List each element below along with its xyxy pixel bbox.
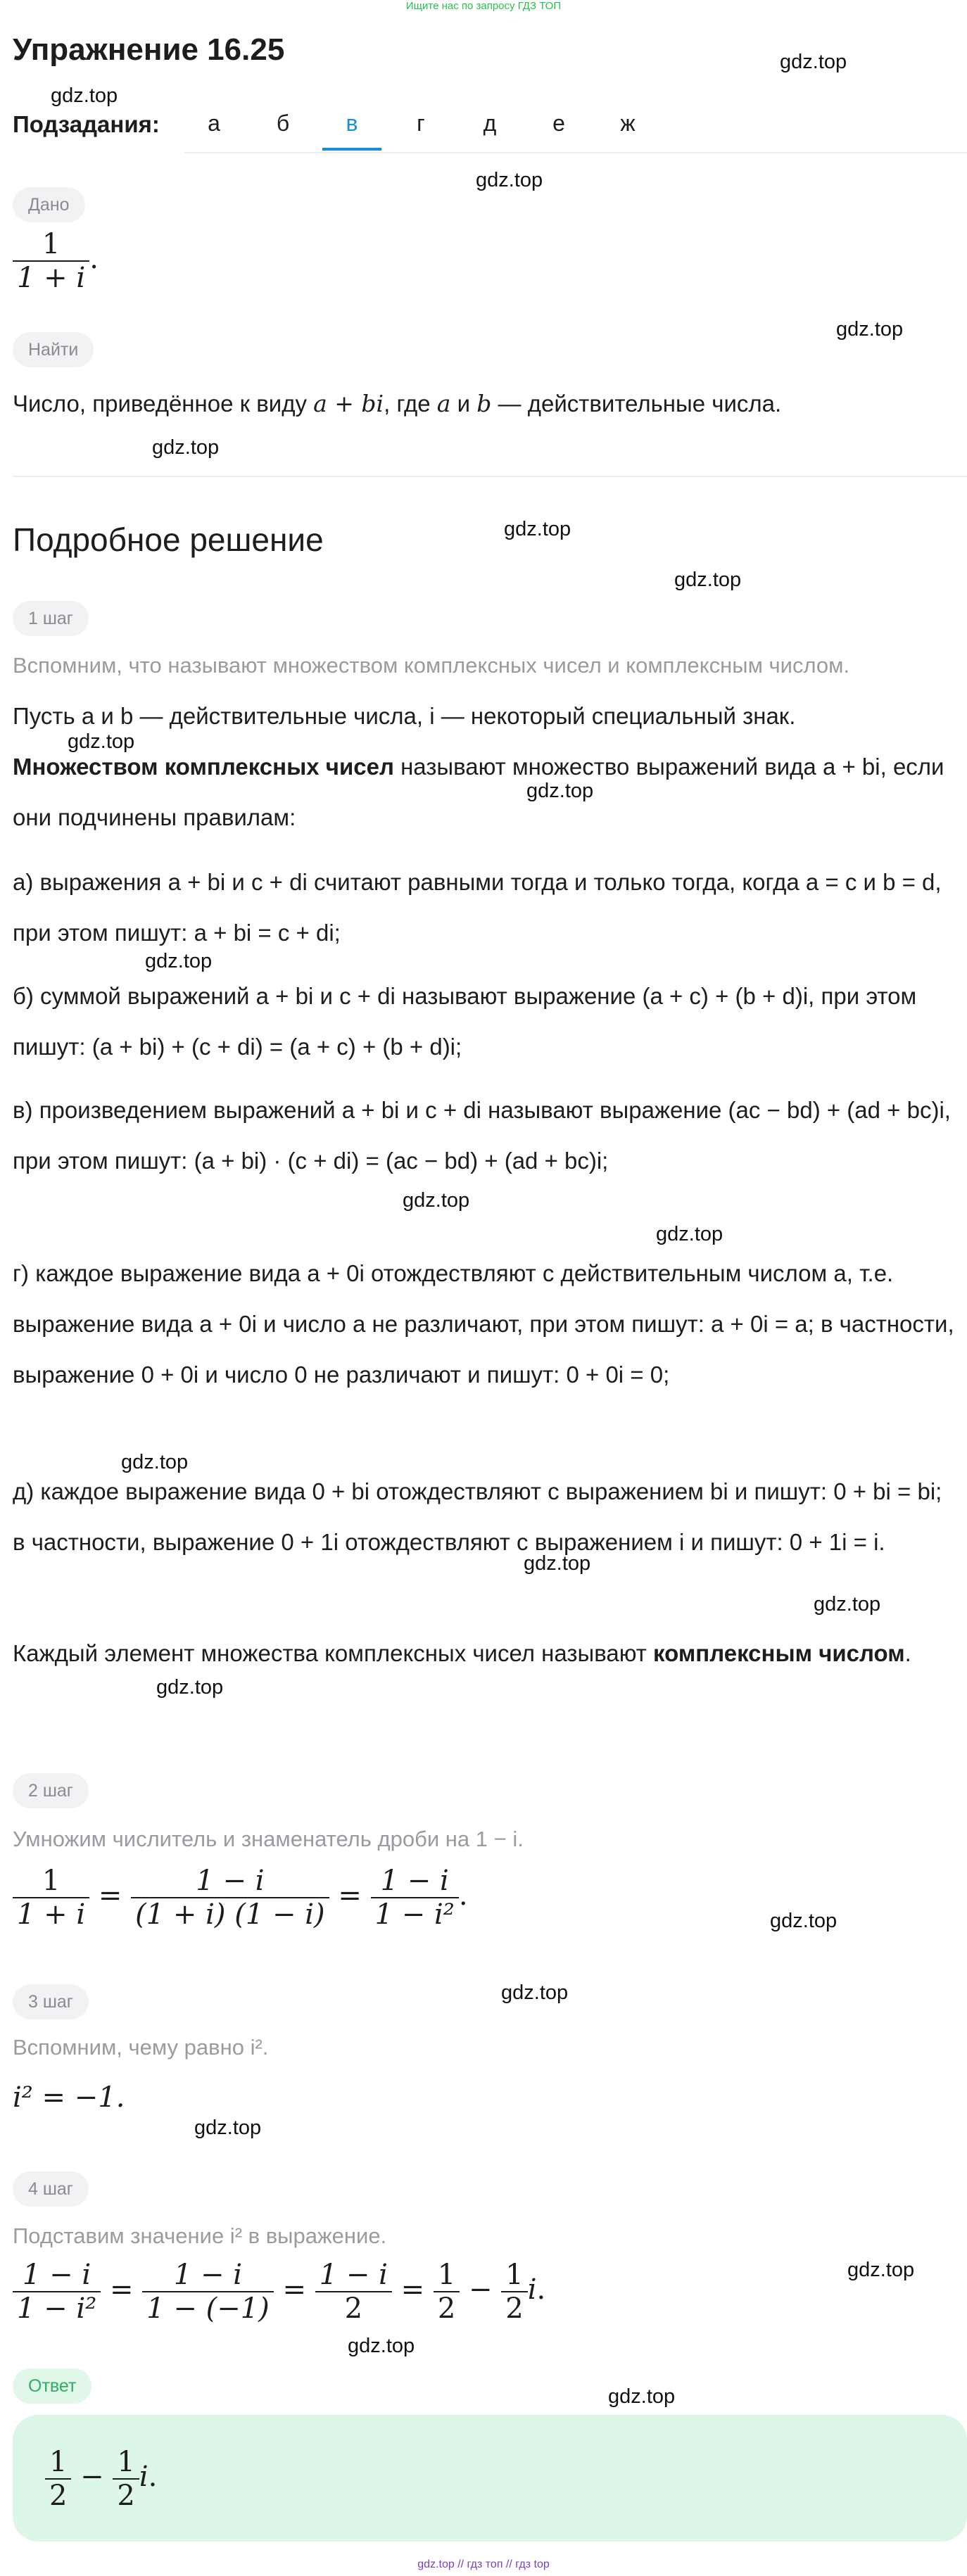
watermark: gdz.top bbox=[524, 1552, 591, 1575]
rule-a: а) выражения a + bi и c + di считают равными тогда и только тогда, когда a = c и b = d, при этом пишут: a + bi = c + di; bbox=[13, 869, 942, 946]
watermark: gdz.top bbox=[526, 780, 594, 802]
find-b: b bbox=[476, 390, 492, 417]
footer-links[interactable]: gdz.top // гдз топ // гдз top bbox=[417, 2558, 550, 2570]
tab-g[interactable]: г bbox=[417, 110, 425, 136]
tab-b[interactable]: б bbox=[276, 110, 290, 136]
watermark: gdz.top bbox=[403, 1189, 470, 1212]
step-2-badge: 2 шаг bbox=[13, 1773, 89, 1808]
step-1-final bbox=[13, 1628, 956, 1679]
s2-f2-num: 1 − i bbox=[131, 1865, 329, 1898]
step-1-p1: Пусть a и b — действительные числа, i — некоторый специальный знак. bbox=[13, 703, 796, 729]
watermark: gdz.top bbox=[770, 1910, 838, 1932]
watermark: gdz.top bbox=[836, 318, 904, 341]
step-4-expression: $\frac{1 - i}{\text{1 − i²}}$ = $\frac{1 - i}{1 - (-1)}$ = $\frac{1 - i}{2}$ = $\frac{1}{2}$ − $\frac{1}{2}$ i. bbox=[13, 2259, 545, 2325]
page-title: Упражнение 16.25 bbox=[13, 32, 285, 67]
s4-f4-num: 1 bbox=[434, 2259, 460, 2292]
answer-badge: Ответ bbox=[13, 2368, 91, 2404]
step-1-intro: Вспомним, что называют множеством комплексных чисел и комплексным числом. bbox=[13, 653, 850, 678]
step-2-expression: $\frac{1}{1 + i}$ = $\frac{1 - i}{(1 + i) (1 - i)}$ = $\frac{1 - i}{\text{1 − i²}}$ . bbox=[13, 1865, 468, 1931]
watermark: gdz.top bbox=[194, 2117, 262, 2139]
step-3-eq: i² = −1. bbox=[13, 2081, 125, 2114]
watermark: gdz.top bbox=[152, 436, 220, 459]
step-3-intro: Вспомним, чему равно i². bbox=[13, 2035, 269, 2060]
s4-f4-den: 2 bbox=[437, 2292, 456, 2325]
watermark: gdz.top bbox=[847, 2259, 915, 2281]
rule-d: г) каждое выражение вида a + 0i отождествляют с действительным числом a, т.е. выражение вида a + 0i и число a не различают, при этом пишут: a + 0i = a; в частности, выражение 0 + 0i и число 0 не различают и пишут: 0 + 0i = 0; bbox=[13, 1260, 954, 1388]
given-num: 1 bbox=[13, 228, 89, 262]
tab-d[interactable]: д bbox=[483, 110, 497, 136]
s4-f5-den: 2 bbox=[505, 2292, 524, 2325]
step-4-badge: 4 шаг bbox=[13, 2171, 89, 2207]
watermark: gdz.top bbox=[501, 1981, 569, 2004]
given-badge: Дано bbox=[13, 187, 85, 222]
watermark: gdz.top bbox=[156, 1676, 224, 1699]
subtask-tabs bbox=[184, 106, 967, 153]
find-text-c: — действительные числа. bbox=[491, 391, 782, 417]
s2-f3-den: 1 − i² bbox=[374, 1898, 455, 1931]
find-expr: a + bi bbox=[313, 390, 384, 417]
s4-f3-num: 1 − i bbox=[315, 2259, 392, 2292]
tab-v[interactable]: в bbox=[322, 106, 381, 151]
given-den: 1 + i bbox=[17, 262, 86, 294]
find-text bbox=[13, 379, 956, 429]
ans-den2: 2 bbox=[117, 2480, 135, 2512]
given-expression: $\frac{1}{1 + i}$ . bbox=[13, 228, 99, 294]
s4-f5-num: 1 bbox=[501, 2259, 527, 2292]
find-text-a: Число, приведённое к виду bbox=[13, 391, 314, 417]
watermark: gdz.top bbox=[348, 2335, 415, 2357]
step-1-badge: 1 шаг bbox=[13, 601, 89, 636]
watermark: gdz.top bbox=[121, 1451, 189, 1473]
ans-num1: 1 bbox=[45, 2446, 71, 2480]
find-badge: Найти bbox=[13, 332, 94, 367]
s4-f1-den: 1 − i² bbox=[17, 2292, 97, 2325]
s2-f1-den: 1 + i bbox=[17, 1898, 86, 1931]
rule-e: д) каждое выражение вида 0 + bi отождествляют с выражением bi и пишут: 0 + bi = bi; в частности, выражение 0 + 1i отождествляют с выражением i и пишут: 0 + 1i = i. bbox=[13, 1478, 942, 1555]
rule-c: в) произведением выражений a + bi и c + di называют выражение (ac − bd) + (ad + bc)i, при этом пишут: (a + bi) · (c + di) = (ac − bd) + (ad + bc)i; bbox=[13, 1097, 951, 1174]
s4-f1-num: 1 − i bbox=[13, 2259, 101, 2292]
watermark: gdz.top bbox=[476, 169, 543, 191]
watermark: gdz.top bbox=[656, 1223, 723, 1245]
tab-e[interactable]: е bbox=[552, 110, 565, 136]
s2-f3-num: 1 − i bbox=[371, 1865, 459, 1898]
watermark: gdz.top bbox=[68, 730, 135, 753]
top-banner[interactable]: Ищите нас по запросу ГДЗ ТОП bbox=[405, 0, 562, 12]
watermark: gdz.top bbox=[674, 569, 742, 591]
step-1-p2 bbox=[13, 742, 956, 843]
find-a: a bbox=[436, 390, 451, 417]
final-bold: комплексным числом bbox=[653, 1640, 905, 1666]
s4-f2-num: 1 − i bbox=[142, 2259, 274, 2292]
answer-expression: $\frac{1}{2}$ − $\frac{1}{2}$ i. bbox=[45, 2446, 157, 2512]
ans-den1: 2 bbox=[49, 2480, 68, 2512]
s4-f2-den: 1 − (−1) bbox=[146, 2292, 270, 2325]
step-3-badge: 3 шаг bbox=[13, 1984, 89, 2019]
final-pre: Каждый элемент множества комплексных чисел называют bbox=[13, 1640, 654, 1666]
s2-f2-den: (1 + i) (1 − i) bbox=[135, 1898, 325, 1931]
rule-b: б) суммой выражений a + bi и c + di называют выражение (a + c) + (b + d)i, при этом пишут: (a + bi) + (c + di) = (a + c) + (b + d)i; bbox=[13, 983, 917, 1060]
watermark: gdz.top bbox=[780, 51, 847, 73]
ans-num2: 1 bbox=[113, 2446, 139, 2480]
watermark: gdz.top bbox=[51, 84, 118, 107]
step-1-p2-bold: Множеством комплексных чисел bbox=[13, 754, 394, 780]
find-text-b: , где bbox=[384, 391, 437, 417]
watermark: gdz.top bbox=[608, 2385, 676, 2408]
watermark: gdz.top bbox=[814, 1593, 881, 1616]
solution-title: Подробное решение bbox=[13, 521, 324, 558]
watermark: gdz.top bbox=[504, 518, 571, 540]
watermark: gdz.top bbox=[145, 950, 213, 972]
divider bbox=[13, 476, 967, 477]
tab-a[interactable]: а bbox=[208, 110, 220, 136]
step-4-intro: Подставим значение i² в выражение. bbox=[13, 2223, 387, 2248]
find-and: и bbox=[450, 391, 477, 417]
step-1-p2-rest: называют множество выражений вида a + bi, если они подчинены правилам: bbox=[13, 754, 944, 830]
final-post: . bbox=[904, 1640, 911, 1666]
step-2-intro: Умножим числитель и знаменатель дроби на 1 − i. bbox=[13, 1827, 524, 1851]
subtasks-label: Подзадания: bbox=[13, 111, 160, 137]
s4-f3-den: 2 bbox=[344, 2292, 363, 2325]
s2-f1-num: 1 bbox=[13, 1865, 89, 1898]
tab-zh[interactable]: ж bbox=[620, 110, 636, 136]
